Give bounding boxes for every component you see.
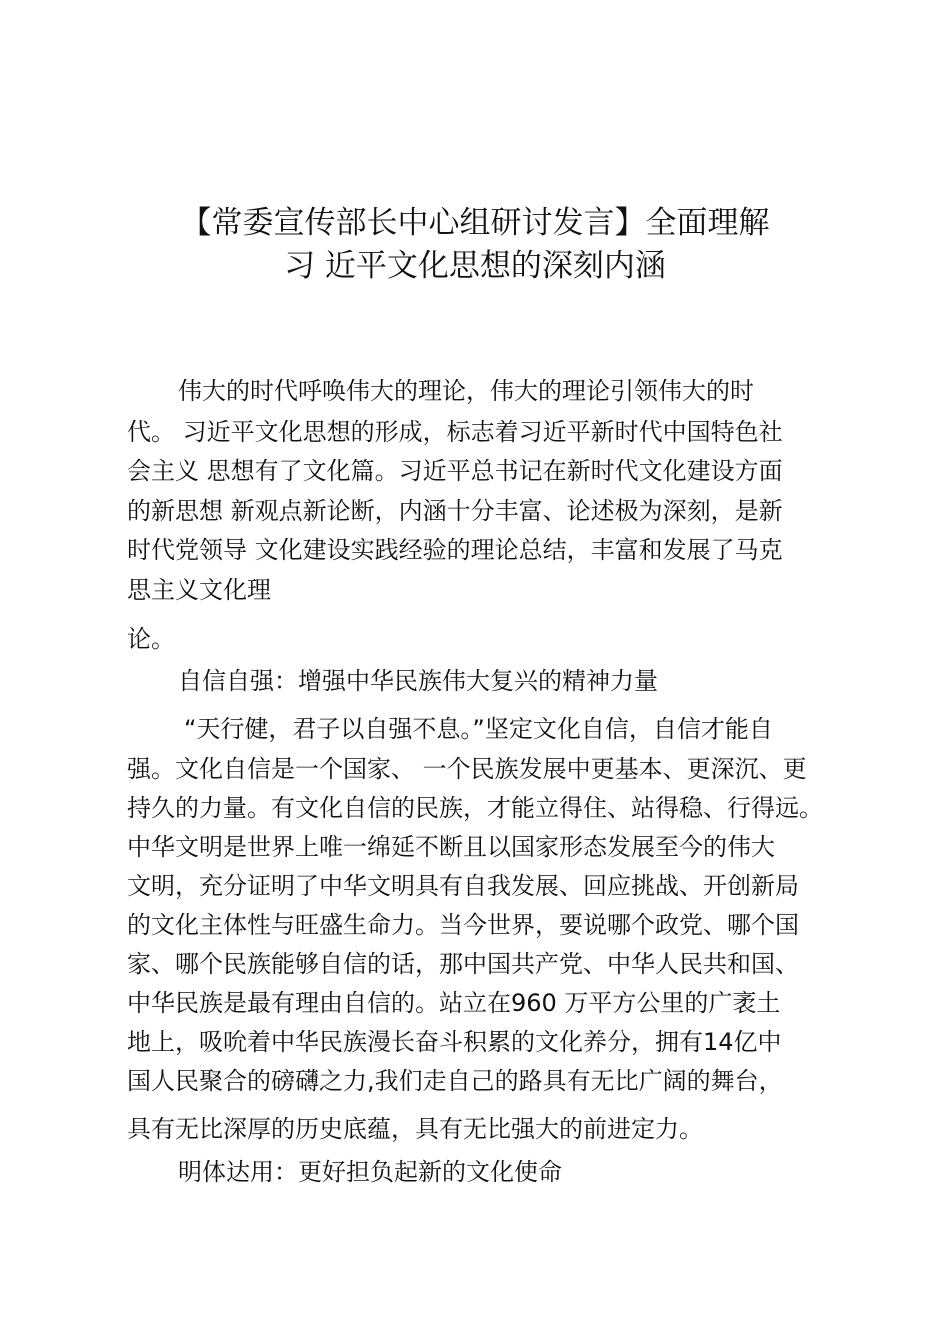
paragraph-2-line-11: 具有无比深厚的历史底蕴，具有无比强大的前进定力。 (127, 1115, 703, 1143)
section-heading-1: 自信自强：增强中华民族伟大复兴的精神力量 (178, 667, 658, 695)
paragraph-2-line-4: 中华文明是世界上唯一绵延不断且以国家形态发展至今的伟大 (127, 833, 775, 861)
paragraph-2-line-1: “天行健，君子以自强不息。”坚定文化自信，自信才能自 (184, 715, 773, 743)
paragraph-2-line-8: 中华民族是最有理由自信的。站立在960 万平方公里的广袤土 (127, 989, 781, 1017)
paragraph-2-line-7: 家、哪个民族能够自信的话，那中国共产党、中华人民共和国、 (127, 950, 799, 978)
paragraph-2-line-6: 的文化主体性与旺盛生命力。当今世界，要说哪个政党、哪个国 (127, 911, 799, 939)
paragraph-1-line-6: 思主义文化理 (127, 576, 271, 604)
paragraph-1-line-1: 伟大的时代呼唤伟大的理论，伟大的理论引领伟大的时 (178, 377, 754, 405)
paragraph-2-line-5: 文明，充分证明了中华文明具有自我发展、回应挑战、开创新局 (127, 872, 799, 900)
paragraph-2-line-3: 持久的力量。有文化自信的民族，才能立得住、站得稳、行得远。 (127, 794, 823, 822)
paragraph-1-line-2: 代。 习近平文化思想的形成，标志着习近平新时代中国特色社 (127, 418, 783, 446)
paragraph-1-line-5: 时代党领导 文化建设实践经验的理论总结，丰富和发展了马克 (127, 536, 783, 564)
document-title-line-1: 【常委宣传部长中心组研讨发言】全面理解 (180, 205, 770, 241)
paragraph-1-line-3: 会主义 思想有了文化篇。习近平总书记在新时代文化建设方面 (127, 457, 783, 485)
paragraph-1-line-4: 的新思想 新观点新论断，内涵十分丰富、论述极为深刻，是新 (127, 497, 783, 525)
section-heading-2: 明体达用：更好担负起新的文化使命 (178, 1158, 562, 1186)
paragraph-2-line-10: 国人民聚合的磅礴之力,我们走自己的路具有无比广阔的舞台， (127, 1067, 783, 1095)
paragraph-2-line-2: 强。文化自信是一个国家、 一个民族发展中更基本、更深沉、更 (127, 755, 807, 783)
document-title-line-2: 习 近平文化思想的深刻内涵 (284, 248, 666, 284)
paragraph-1-line-7: 论。 (127, 625, 175, 653)
paragraph-2-line-9: 地上，吸吮着中华民族漫长奋斗积累的文化养分，拥有14亿中 (127, 1028, 782, 1056)
